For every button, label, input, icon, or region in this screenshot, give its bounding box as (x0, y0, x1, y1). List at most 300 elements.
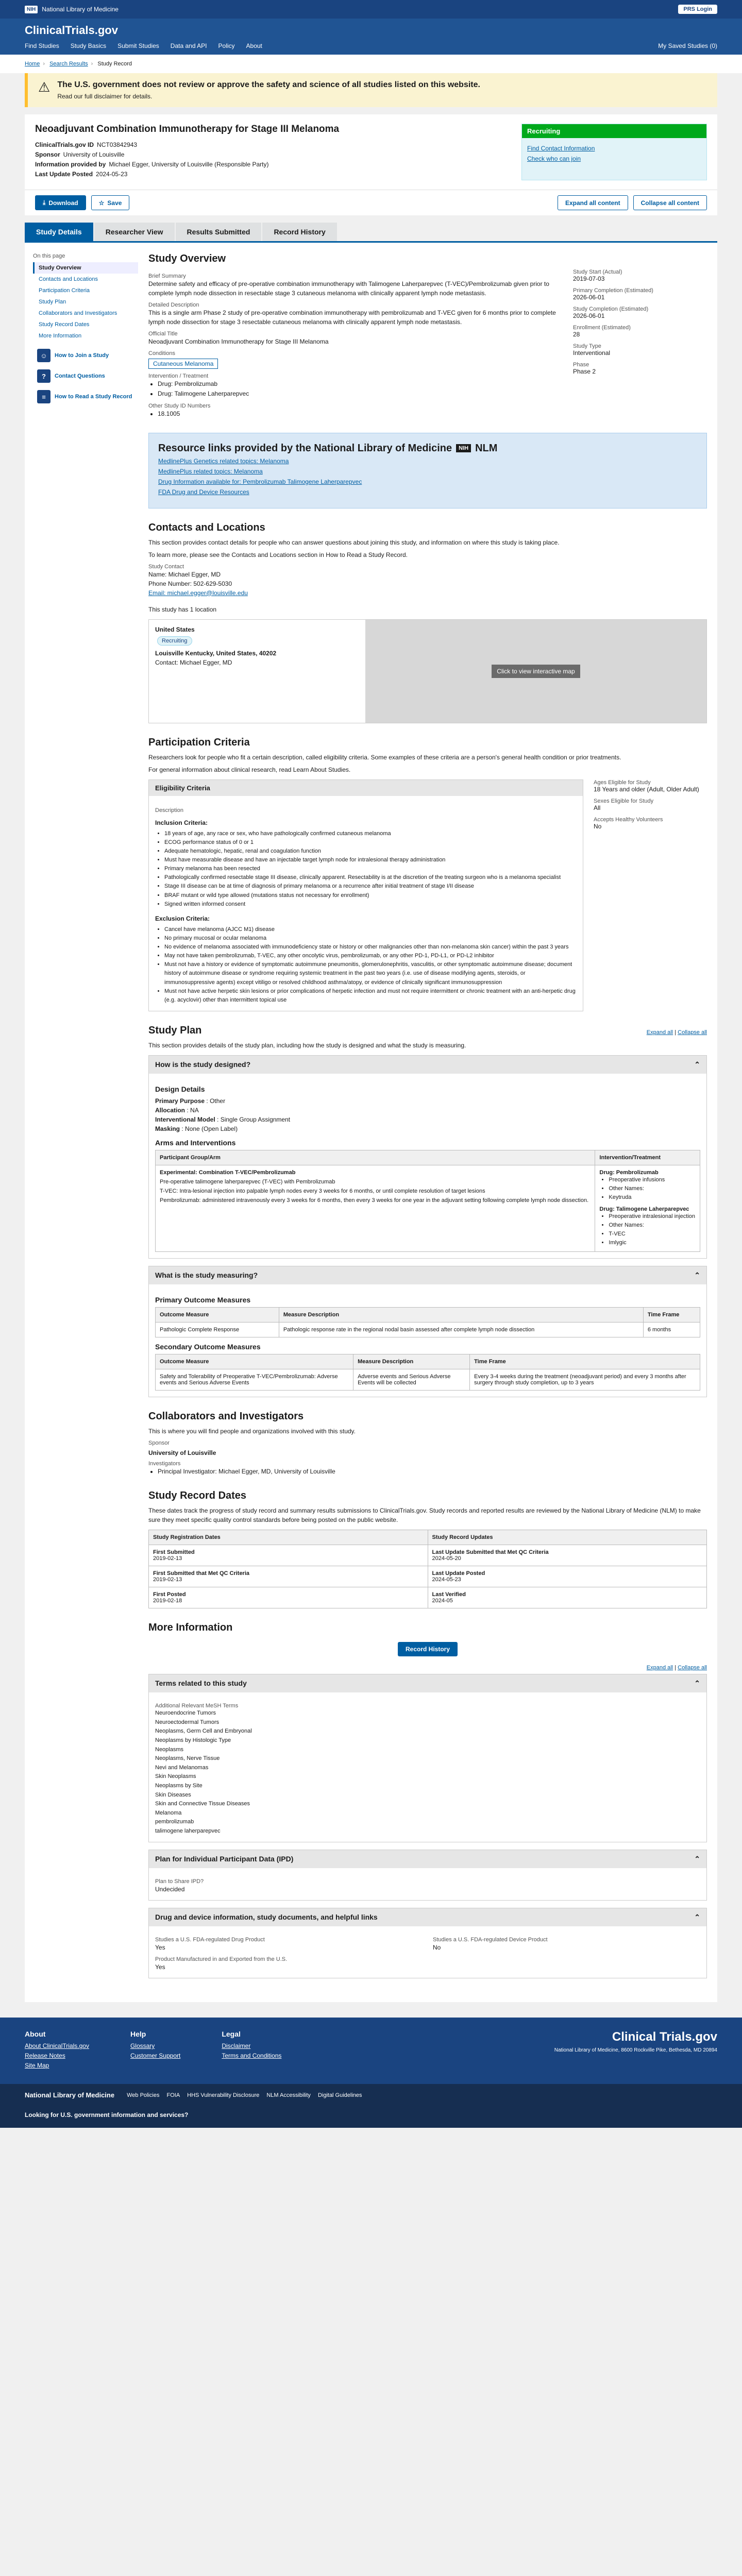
inclusion-criterion: • Pathologically confirmed resectable stage III disease, clinically apparent. Resectability is at the discretion of the treating surgeon who is a melanoma specialist (164, 873, 577, 882)
footer-col-about (25, 2030, 89, 2072)
dates-intro: These dates track the progress of study record and summary results submissions to ClinicalTrials.gov. Study records and reported results are reviewed by the National Library of Medicine (NLM) to make sure they meet specific quality control standards before being posted on the public website. (148, 1507, 701, 1524)
footer-bottom (0, 2084, 742, 2106)
intervention-detail: • Other Names: (609, 1184, 696, 1193)
terms-accordion-title: Terms related to this study (155, 1679, 247, 1688)
study-contact-label: Study Contact (148, 563, 184, 570)
overview-facts (573, 269, 707, 419)
fact-label: Ages Eligible for Study (594, 779, 651, 786)
exclusion-criterion: • May not have taken pembrolizumab, T-VEC, any other oncolytic virus, pembrolizumab, or any other PD-1, PD-L1, or PD-L2 inhibitor (164, 952, 577, 960)
contact-questions-button[interactable] (37, 369, 134, 383)
chevron-up-icon: ⌃ (694, 1679, 700, 1688)
overview-heading: Study Overview (148, 253, 226, 264)
record-dates-section (148, 1490, 707, 1608)
fda-device-value: No (433, 1944, 441, 1952)
footer (0, 2018, 742, 2084)
footer-link[interactable]: Glossary (130, 2042, 155, 2050)
participation-criteria-section (148, 737, 707, 1011)
design-key: Interventional Model (155, 1115, 215, 1123)
intervention-detail: • Preoperative intralesional injection (609, 1212, 696, 1221)
fact-value: Interventional (573, 349, 611, 357)
mesh-term: talimogene laherparepvec (155, 1827, 221, 1834)
check-eligibility-link[interactable]: Check who can join (527, 155, 581, 163)
design-value: NA (190, 1106, 199, 1114)
dates-table (148, 1530, 707, 1608)
nav-find-studies[interactable]: Find Studies (25, 42, 59, 49)
other-id-label: Other Study ID Numbers (148, 403, 211, 410)
on-page-nav (25, 253, 138, 1992)
measure-accordion (148, 1266, 707, 1397)
mesh-term: Neoplasms by Histologic Type (155, 1737, 231, 1743)
outcome-col-header: Time Frame (643, 1307, 700, 1322)
nlm-heading: Resource links provided by the National Library of Medicine (158, 442, 452, 454)
header (0, 19, 742, 55)
location-map[interactable] (365, 620, 706, 723)
design-details-label: Design Details (155, 1084, 205, 1093)
sidebar-item-more[interactable]: More Information (39, 333, 82, 339)
location-list (149, 620, 365, 723)
footer-col-help (130, 2030, 180, 2072)
bookmark-icon: ☆ (98, 199, 105, 207)
criteria-heading: Participation Criteria (148, 736, 250, 748)
fact-value: 18 Years and older (Adult, Older Adult) (594, 785, 699, 793)
content-column (148, 253, 717, 1992)
fact-label: Sexes Eligible for Study (594, 798, 654, 804)
detailed-desc: This is a single arm Phase 2 study of pre-operative combination immunotherapy with pembrolizumab and T-VEC given for 6 months prior to complete lymph node dissection for stage 3 resectable cutaneous melanoma with clinically apparent lymph node metastasis. (148, 309, 556, 326)
onpage-label: On this page (33, 253, 65, 259)
chevron-up-icon: ⌃ (694, 1913, 700, 1922)
dates-col-header: Study Record Updates (428, 1530, 707, 1545)
design-value: Single Group Assignment (220, 1115, 291, 1123)
drug-info-accordion (148, 1908, 707, 1978)
how-to-read-button[interactable] (37, 390, 134, 403)
collab-heading: Collaborators and Investigators (148, 1410, 304, 1422)
breadcrumb-search-results[interactable]: Search Results (49, 61, 88, 67)
nav-data-api[interactable]: Data and API (170, 42, 207, 49)
study-header (25, 114, 717, 190)
status-box (521, 124, 707, 180)
outcome-col-header: Outcome Measure (156, 1354, 353, 1369)
eligibility-box (148, 779, 583, 1011)
nlm-footer-logo[interactable]: National Library of Medicine (25, 2091, 115, 2099)
design-key: Primary Purpose (155, 1097, 205, 1105)
info-label: Information provided by (35, 161, 106, 168)
outcome-time: 6 months (643, 1322, 700, 1337)
warning-icon: ⚠ (38, 79, 50, 95)
collab-sponsor: University of Louisville (148, 1449, 216, 1456)
fda-device-label: Studies a U.S. FDA-regulated Device Product (433, 1937, 548, 1943)
save-button[interactable] (91, 195, 130, 210)
fact-label: Phase (573, 362, 589, 368)
arm-desc: Pembrolizumab: administered intravenously every 3 weeks for 6 months, then every 3 weeks for one year in the adjuvant setting following complete lymph node dissection. (160, 1197, 589, 1204)
footer-col-title: Legal (222, 2030, 241, 2039)
locations-map-box (148, 619, 707, 723)
manufactured-label: Product Manufactured in and Exported from the U.S. (155, 1956, 288, 1963)
nlm-link[interactable]: FDA Drug and Device Resources (158, 488, 249, 496)
sidebar-item-overview[interactable]: Study Overview (33, 262, 138, 274)
fact-label: Study Completion (Estimated) (573, 306, 649, 312)
study-overview-section (148, 253, 707, 419)
contacts-heading: Contacts and Locations (148, 521, 265, 533)
intervention-label: Intervention / Treatment (148, 373, 209, 379)
nct-id: NCT03842943 (97, 141, 138, 148)
outcome-measure: Safety and Tolerability of Preoperative T-VEC/Pembrolizumab: Adverse events and Serious Adverse Events (156, 1369, 353, 1390)
nih-logo: NIH (456, 444, 471, 452)
footer-address: National Library of Medicine, 8600 Rockville Pike, Bethesda, MD 20894 (554, 2047, 717, 2054)
exclusion-criterion: • Must not have a history or evidence of symptomatic autoimmune pneumonitis, glomerulonephritis, vasculitis, or other symptomatic autoimmune disease; document history of autoimmune disease or syndrome requiring systemic treatment in the past two years (i.e. use of disease modifying agents, steroids, or immunosuppressive agents) except vitiligo or resolved childhood asthma/atopy, or evidence of clinically significant immunosuppression (164, 960, 577, 987)
date-label: First Submitted that Met QC Criteria (153, 1570, 250, 1577)
study-title: Neoadjuvant Combination Immunotherapy for Stage III Melanoma (35, 124, 340, 134)
saved-studies-link[interactable]: My Saved Studies (0) (658, 42, 717, 49)
sidebar-item-collaborators[interactable]: Collaborators and Investigators (39, 310, 117, 316)
contact-name: Name: Michael Egger, MD (148, 570, 221, 578)
mesh-term: Neuroectodermal Tumors (155, 1719, 220, 1725)
agency-bar (0, 0, 742, 19)
nav-submit-studies[interactable]: Submit Studies (117, 42, 159, 49)
mesh-term: Skin and Connective Tissue Diseases (155, 1801, 250, 1807)
fact-value: 2026-06-01 (573, 312, 605, 319)
nav-about[interactable]: About (246, 42, 262, 49)
exclusion-criterion: • Cancel have melanoma (AJCC M1) disease (164, 925, 577, 934)
sponsor-value: University of Louisville (63, 151, 125, 158)
tab-study-details[interactable]: Study Details (25, 223, 93, 241)
locations-count: This study has 1 location (148, 605, 217, 613)
inclusion-list (164, 829, 577, 908)
condition-tag[interactable]: Cutaneous Melanoma (148, 359, 218, 369)
fact-value: 2026-06-01 (573, 294, 605, 301)
download-button[interactable] (35, 195, 86, 210)
mesh-term: Neoplasms, Germ Cell and Embryonal (155, 1728, 252, 1735)
terms-accordion-header[interactable] (149, 1674, 706, 1692)
fact-value: 28 (573, 331, 580, 338)
collaborators-section (148, 1411, 707, 1477)
download-label: Download (48, 199, 78, 207)
intervention-detail: • T-VEC (609, 1230, 696, 1239)
disclaimer-alert (25, 73, 717, 107)
nav-study-basics[interactable]: Study Basics (70, 42, 107, 49)
inclusion-criterion: • Must have measurable disease and have an injectable target lymph node for intralesional therapy administration (164, 856, 577, 865)
expand-all-link[interactable]: Expand all (646, 1665, 673, 1671)
sidebar-item-plan[interactable]: Study Plan (39, 299, 66, 305)
footer-bottom-link[interactable]: Digital Guidelines (317, 2092, 362, 2098)
question-icon: ? (37, 369, 50, 383)
plan-heading: Study Plan (148, 1024, 202, 1036)
exclusion-criterion: • Must not have active herpetic skin lesions or prior complications of herpetic infection and must not require intermittent or chronic treatment with an anti-herpetic drug (e.g. acyclovir) other than intermittent topical use (164, 987, 577, 1005)
action-bar (25, 190, 717, 215)
tab-record-history[interactable]: Record History (262, 223, 336, 241)
mesh-label: Additional Relevant MeSH Terms (155, 1703, 239, 1709)
arm-desc: T-VEC: Intra-lesional injection into palpable lymph nodes every 3 weeks for 6 months, or until complete resolution of target lesions (160, 1188, 485, 1194)
how-to-join-label: How to Join a Study (55, 352, 109, 359)
eligibility-title: Eligibility Criteria (149, 780, 583, 796)
nlm-link[interactable]: Drug Information available for: Pembrolizumab Talimogene Laherparepvec (158, 478, 362, 485)
footer-link[interactable]: About ClinicalTrials.gov (25, 2042, 89, 2050)
date-label: First Posted (153, 1591, 186, 1598)
expand-all-link[interactable]: Expand all (646, 1029, 673, 1036)
collapse-all-link[interactable]: Collapse all (678, 1665, 707, 1671)
intervention-name: Drug: Talimogene Laherparepvec (599, 1206, 689, 1212)
design-value: None (Open Label) (185, 1125, 238, 1132)
arms-label: Arms and Interventions (155, 1138, 236, 1147)
fact-label: Enrollment (Estimated) (573, 325, 631, 331)
mesh-term: Skin Neoplasms (155, 1773, 196, 1780)
mesh-term: pembrolizumab (155, 1819, 194, 1825)
outcome-desc: Adverse events and Serious Adverse Events will be collected (353, 1369, 470, 1390)
collab-sponsor-label: Sponsor (148, 1439, 170, 1446)
design-key: Allocation (155, 1106, 185, 1114)
arms-table (155, 1150, 700, 1252)
footer-brand[interactable]: Clinical Trials.gov (612, 2030, 717, 2044)
fact-value: No (594, 822, 602, 830)
inclusion-criterion: • BRAF mutant or wild type allowed (mutations status not necessary for enrollment) (164, 891, 577, 900)
footer-bottom-link[interactable]: FOIA (166, 2092, 180, 2098)
arms-col-header: Intervention/Treatment (595, 1150, 700, 1165)
updated-value: 2024-05-23 (96, 171, 128, 178)
id-label: ClinicalTrials.gov ID (35, 141, 94, 148)
date-label: Last Update Posted (432, 1570, 485, 1577)
fact-label: Study Type (573, 343, 601, 349)
footer-logo (554, 2030, 717, 2072)
outcome-col-header: Time Frame (470, 1354, 700, 1369)
date-label: Last Update Submitted that Met QC Criteria (432, 1549, 549, 1556)
ipd-answer: Undecided (155, 1886, 185, 1893)
ipd-accordion (148, 1850, 707, 1901)
sidebar-item-criteria[interactable]: Participation Criteria (39, 287, 90, 294)
outcome-time: Every 3-4 weeks during the treatment (neoadjuvant period) and every 3 months after surgery through study completion, up to 3 years (470, 1369, 700, 1390)
study-plan-section: Study Plan Expand all | Collapse all This section provides details of the study plan, including how the study is designed and what the study is measuring. How is the study designed? ⌃ Design Details Primary Purpose : Other Allocation : NA Interventional Model : Single Group Assignment Masking : None (Open Label) Arms and Interventions Participant Group/Arm Intervention/Treatment Experimental: Combination T-VEC/Pembrolizumab Pre-operative talimogene laherparepvec (T-VEC) with Pembrolizumab T-VEC: Intra-lesional injection into palpable lymph nodes every 3 weeks for 6 months, or until complete resolution of target lesions Pembrolizumab: administered intravenously every 3 weeks for 6 months, then every 3 weeks for one year in the adjuvant setting following complete lymph node dissection. Drug: Pembrolizumab • Preoperative infusions • Other Names: • Keytruda Drug: Talimogene Laherparepvec • Preoperative intralesional injection • Other Names: • T-VEC • Imlygic What is the study measuring? ⌃ Primary Outcome Measures Outcome Measure Measure Description Time Frame Pathologic Complete Response Pathologic response rate in the regional nodal basin assessed after complete lymph node dissection 6 months Secondary Outcome Measures Outcome Measure Measure Description Time Frame Safety and Tolerability of Preoperative T-VEC/Pembrolizumab: Adverse events and Serious Adverse Events Adverse events and Serious Adverse Events will be collected Every 3-4 weeks during the treatment (neoadjuvant period) and every 3 months after surgery through study completion, up to 3 years (148, 1025, 707, 1397)
contact-questions-label: Contact Questions (55, 373, 105, 379)
sidebar-item-contacts[interactable]: Contacts and Locations (39, 276, 98, 282)
site-status-badge: Recruiting (157, 636, 192, 646)
exclusion-criterion: • No primary mucosal or ocular melanoma (164, 934, 577, 943)
expand-all-button[interactable]: Expand all content (558, 195, 628, 210)
intervention-name: Drug: Pembrolizumab (599, 1169, 659, 1176)
investigator: • Principal Investigator: Michael Egger, MD, University of Louisville (158, 1467, 707, 1477)
investigators-label: Investigators (148, 1460, 181, 1467)
intervention-detail: • Imlygic (609, 1239, 696, 1247)
nav-policy[interactable]: Policy (218, 42, 235, 49)
secondary-outcome-label: Secondary Outcome Measures (155, 1342, 261, 1351)
intervention-item: • Drug: Pembrolizumab (158, 379, 563, 389)
nlm-suffix: NLM (475, 442, 498, 454)
more-heading: More Information (148, 1622, 233, 1634)
drug-info-accordion-title: Drug and device information, study documents, and helpful links (155, 1913, 378, 1922)
nlm-link[interactable]: MedlinePlus related topics: Melanoma (158, 467, 263, 475)
main-content (25, 243, 717, 2002)
country: United States (155, 625, 195, 633)
tab-researcher-view[interactable]: Researcher View (94, 223, 175, 241)
inclusion-criterion: • 18 years of age, any race or sex, who have pathologically confirmed cutaneous melanoma (164, 829, 577, 838)
date-value: 2019-02-18 (153, 1598, 182, 1604)
inclusion-criterion: • ECOG performance status of 0 or 1 (164, 838, 577, 847)
primary-outcome-table (155, 1307, 700, 1337)
outcome-desc: Pathologic response rate in the regional nodal basin assessed after complete lymph node dissection (279, 1322, 643, 1337)
primary-outcome-label: Primary Outcome Measures (155, 1295, 251, 1304)
site-logo[interactable]: ClinicalTrials.gov (25, 24, 118, 37)
mesh-term: Neoplasms, Nerve Tissue (155, 1755, 220, 1762)
footer-col-title: Help (130, 2030, 146, 2039)
description-label: Description (155, 807, 184, 814)
document-icon: ≡ (37, 390, 50, 403)
fact-label: Study Start (Actual) (573, 269, 622, 275)
secondary-outcome-table (155, 1354, 700, 1391)
record-history-button[interactable]: Record History (398, 1642, 458, 1656)
brief-summary-label: Brief Summary (148, 273, 186, 279)
collapse-all-button[interactable]: Collapse all content (633, 195, 707, 210)
date-value: 2019-02-13 (153, 1577, 182, 1583)
official-title: Neoadjuvant Combination Immunotherapy for Stage III Melanoma (148, 338, 329, 345)
download-icon: ⤓ (43, 199, 46, 206)
chevron-up-icon: ⌃ (694, 1060, 700, 1069)
footer-bottom-link[interactable]: NLM Accessibility (266, 2092, 311, 2098)
tab-results-submitted[interactable]: Results Submitted (176, 223, 262, 241)
outcome-col-header: Outcome Measure (156, 1307, 279, 1322)
mesh-term: Neuroendocrine Tumors (155, 1710, 216, 1717)
chevron-up-icon: ⌃ (694, 1270, 700, 1279)
study-tabs (25, 223, 717, 243)
date-value: 2024-05-23 (432, 1577, 461, 1583)
arm-desc: Pre-operative talimogene laherparepvec (T-VEC) with Pembrolizumab (160, 1178, 335, 1185)
conditions-label: Conditions (148, 350, 175, 357)
plan-intro: This section provides details of the study plan, including how the study is designed and what the study is measuring. (148, 1041, 466, 1049)
footer-bottom-link[interactable]: HHS Vulnerability Disclosure (187, 2092, 260, 2098)
date-value: 2019-02-13 (153, 1555, 182, 1562)
drug-info-accordion-header[interactable] (149, 1908, 706, 1926)
alert-title: The U.S. government does not review or approve the safety and science of all studies listed on this website. (57, 80, 480, 89)
updated-label: Last Update Posted (35, 171, 93, 178)
contacts-intro: This section provides contact details for people who can answer questions about joining this study, and information on where this study is taking place. (148, 538, 560, 546)
dates-col-header: Study Registration Dates (149, 1530, 428, 1545)
info-value: Michael Egger, University of Louisville (Responsible Party) (109, 161, 269, 168)
official-title-label: Official Title (148, 331, 178, 337)
sidebar-item-dates[interactable]: Study Record Dates (39, 321, 90, 328)
alert-body: Read our full disclaimer for details. (57, 93, 153, 100)
fda-drug-label: Studies a U.S. FDA-regulated Drug Product (155, 1937, 265, 1943)
design-value: Other (210, 1097, 226, 1105)
fda-drug-value: Yes (155, 1944, 165, 1952)
more-info-section: More Information Record History Expand all | Collapse all Terms related to this study ⌃ Additional Relevant MeSH Terms Neuroendocrine Tumors Neuroectodermal Tumors Neoplasms, Germ Cell and Embryonal Neoplasms by Histologic Type Neoplasms Neoplasms, Nerve Tissue Nevi and Melanomas Skin Neoplasms Neoplasms by Site Skin Diseases Skin and Connective Tissue Diseases Melanoma pembrolizumab talimogene laherparepvec Plan for Individual Participant Data (IPD) ⌃ Plan to Share IPD? Undecided Drug and device information, study documents, and helpful links ⌃ Studies a U.S. FDA-regulated Drug Product Yes Studies a U.S. FDA-regulated Device Product No Product Manufactured in and Exported from the U.S. Yes (148, 1622, 707, 1978)
intervention-detail: • Other Names: (609, 1221, 696, 1230)
measure-accordion-title: What is the study measuring? (155, 1270, 258, 1279)
intervention-item: • Drug: Talimogene Laherparepvec (158, 389, 563, 399)
find-contact-link[interactable]: Find Contact Information (527, 145, 595, 152)
ipd-accordion-header[interactable] (149, 1850, 706, 1868)
mesh-terms (155, 1709, 700, 1836)
exclusion-label: Exclusion Criteria: (155, 914, 210, 922)
footer-link[interactable]: Terms and Conditions (222, 2052, 282, 2060)
design-accordion-header[interactable] (149, 1056, 706, 1074)
eligibility-facts (594, 779, 707, 1011)
exclusion-list (164, 925, 577, 1004)
brief-summary: Determine safety and efficacy of pre-operative combination immunotherapy with Talimogene Laherparepvec (T-VEC)/Pembrolizumab given prior to complete lymph node dissection in resectable stage 3 cutaneous melanoma with clinically apparent lymph node metastasis. (148, 280, 549, 297)
nlm-resources (148, 433, 707, 509)
people-icon: ☺ (37, 349, 50, 362)
footer-col-legal (222, 2030, 281, 2072)
mesh-term: Neoplasms (155, 1746, 184, 1753)
fact-value: All (594, 804, 601, 811)
dates-heading: Study Record Dates (148, 1490, 247, 1502)
design-accordion: How is the study designed? ⌃ Design Details Primary Purpose : Other Allocation : NA Interventional Model : Single Group Assignment Masking : None (Open Label) Arms and Interventions Participant Group/Arm Intervention/Treatment Experimental: Combination T-VEC/Pembrolizumab Pre-operative talimogene laherparepvec (T-VEC) with Pembrolizumab T-VEC: Intra-lesional injection into palpable lymph nodes every 3 weeks for 6 months, or until complete resolution of target lesions Pembrolizumab: administered intravenously every 3 weeks for 6 months, then every 3 weeks for one year in the adjuvant setting following complete lymph node dissection. Drug: Pembrolizumab • Preoperative infusions • Other Names: • Keytruda Drug: Talimogene Laherparepvec • Preoperative intralesional injection • Other Names: • T-VEC • Imlygic (148, 1055, 707, 1259)
inclusion-criterion: • Stage III disease can be at time of diagnosis of primary melanoma or a recurrence after initial treatment of stage I/II disease (164, 882, 577, 891)
prs-login-button[interactable]: PRS Login (678, 5, 717, 14)
date-value: 2024-05 (432, 1598, 453, 1604)
design-accordion-title: How is the study designed? (155, 1060, 251, 1069)
date-label: First Submitted (153, 1549, 195, 1556)
outcome-col-header: Measure Description (353, 1354, 470, 1369)
contact-email[interactable]: Email: michael.egger@louisville.edu (148, 589, 248, 597)
ipd-question: Plan to Share IPD? (155, 1878, 204, 1885)
footer-link[interactable]: Release Notes (25, 2052, 65, 2060)
manufactured-value: Yes (155, 1963, 165, 1971)
measure-accordion-header[interactable] (149, 1266, 706, 1284)
fact-value: Phase 2 (573, 368, 596, 375)
exclusion-criterion: • No evidence of melanoma associated with immunodeficiency state or history or other malignancies other than non-melanoma skin cancer) within the past 3 years (164, 943, 577, 952)
contacts-intro2: To learn more, please see the Contacts and Locations section in How to Read a Study Record. (148, 551, 408, 558)
save-label: Save (107, 199, 122, 207)
how-to-join-button[interactable] (37, 349, 134, 362)
inclusion-label: Inclusion Criteria: (155, 819, 208, 826)
inclusion-criterion: • Signed written informed consent (164, 900, 577, 909)
intervention-detail: • Preoperative infusions (609, 1176, 696, 1184)
terms-accordion (148, 1674, 707, 1842)
date-value: 2024-05-20 (432, 1555, 461, 1562)
breadcrumb-current: Study Record (97, 61, 132, 67)
main-nav (25, 37, 717, 55)
mesh-term: Nevi and Melanomas (155, 1764, 209, 1771)
contact-phone: Phone Number: 502-629-5030 (148, 580, 232, 587)
footer-link[interactable]: Site Map (25, 2062, 49, 2070)
other-id: • 18.1005 (158, 409, 563, 419)
footer-link[interactable]: Disclaimer (222, 2042, 251, 2050)
breadcrumb-home[interactable]: Home (25, 61, 40, 67)
contacts-section (148, 522, 707, 723)
chevron-up-icon: ⌃ (694, 1855, 700, 1863)
footer-link[interactable]: Customer Support (130, 2052, 181, 2060)
date-label: Last Verified (432, 1591, 466, 1598)
mesh-term: Melanoma (155, 1809, 182, 1816)
detailed-desc-label: Detailed Description (148, 302, 199, 308)
footer-col-title: About (25, 2030, 46, 2039)
intervention-detail: • Keytruda (609, 1193, 696, 1202)
outcome-measure: Pathologic Complete Response (156, 1322, 279, 1337)
collapse-all-link[interactable]: Collapse all (678, 1029, 707, 1036)
how-to-read-label: How to Read a Study Record (55, 394, 132, 400)
recruiting-status: Recruiting (522, 124, 706, 138)
ipd-accordion-title: Plan for Individual Participant Data (IPD) (155, 1855, 294, 1863)
arm-name: Experimental: Combination T-VEC/Pembrolizumab (160, 1169, 296, 1176)
mesh-term: Neoplasms by Site (155, 1782, 203, 1789)
inclusion-criterion: • Adequate hematologic, hepatic, renal and coagulation function (164, 847, 577, 856)
outcome-col-header: Measure Description (279, 1307, 643, 1322)
site-contact: Contact: Michael Egger, MD (155, 658, 232, 666)
design-key: Masking (155, 1125, 180, 1132)
map-overlay-label: Click to view interactive map (492, 665, 580, 678)
mesh-term: Skin Diseases (155, 1791, 191, 1798)
footer-bottom-link[interactable]: Web Policies (127, 2092, 160, 2098)
fact-value: 2019-07-03 (573, 275, 605, 282)
breadcrumb: Home › Search Results › Study Record (0, 55, 742, 73)
inclusion-criterion: • Primary melanoma has been resected (164, 865, 577, 873)
collab-intro: This is where you will find people and organizations involved with this study. (148, 1427, 356, 1435)
criteria-general: For general information about clinical research, read Learn About Studies. (148, 766, 351, 773)
agency-name[interactable]: National Library of Medicine (42, 6, 119, 13)
criteria-intro: Researchers look for people who fit a certain description, called eligibility criteria. Some examples of these criteria are a person's general health condition or prior treatments. (148, 753, 621, 761)
site-location: Louisville Kentucky, United States, 40202 (155, 649, 277, 657)
nih-badge: NIH (25, 6, 38, 13)
nlm-link[interactable]: MedlinePlus Genetics related topics: Melanoma (158, 457, 289, 465)
sponsor-label: Sponsor (35, 151, 60, 158)
usa-gov-help[interactable]: Looking for U.S. government information and services? (0, 2106, 742, 2128)
arms-col-header: Participant Group/Arm (156, 1150, 595, 1165)
